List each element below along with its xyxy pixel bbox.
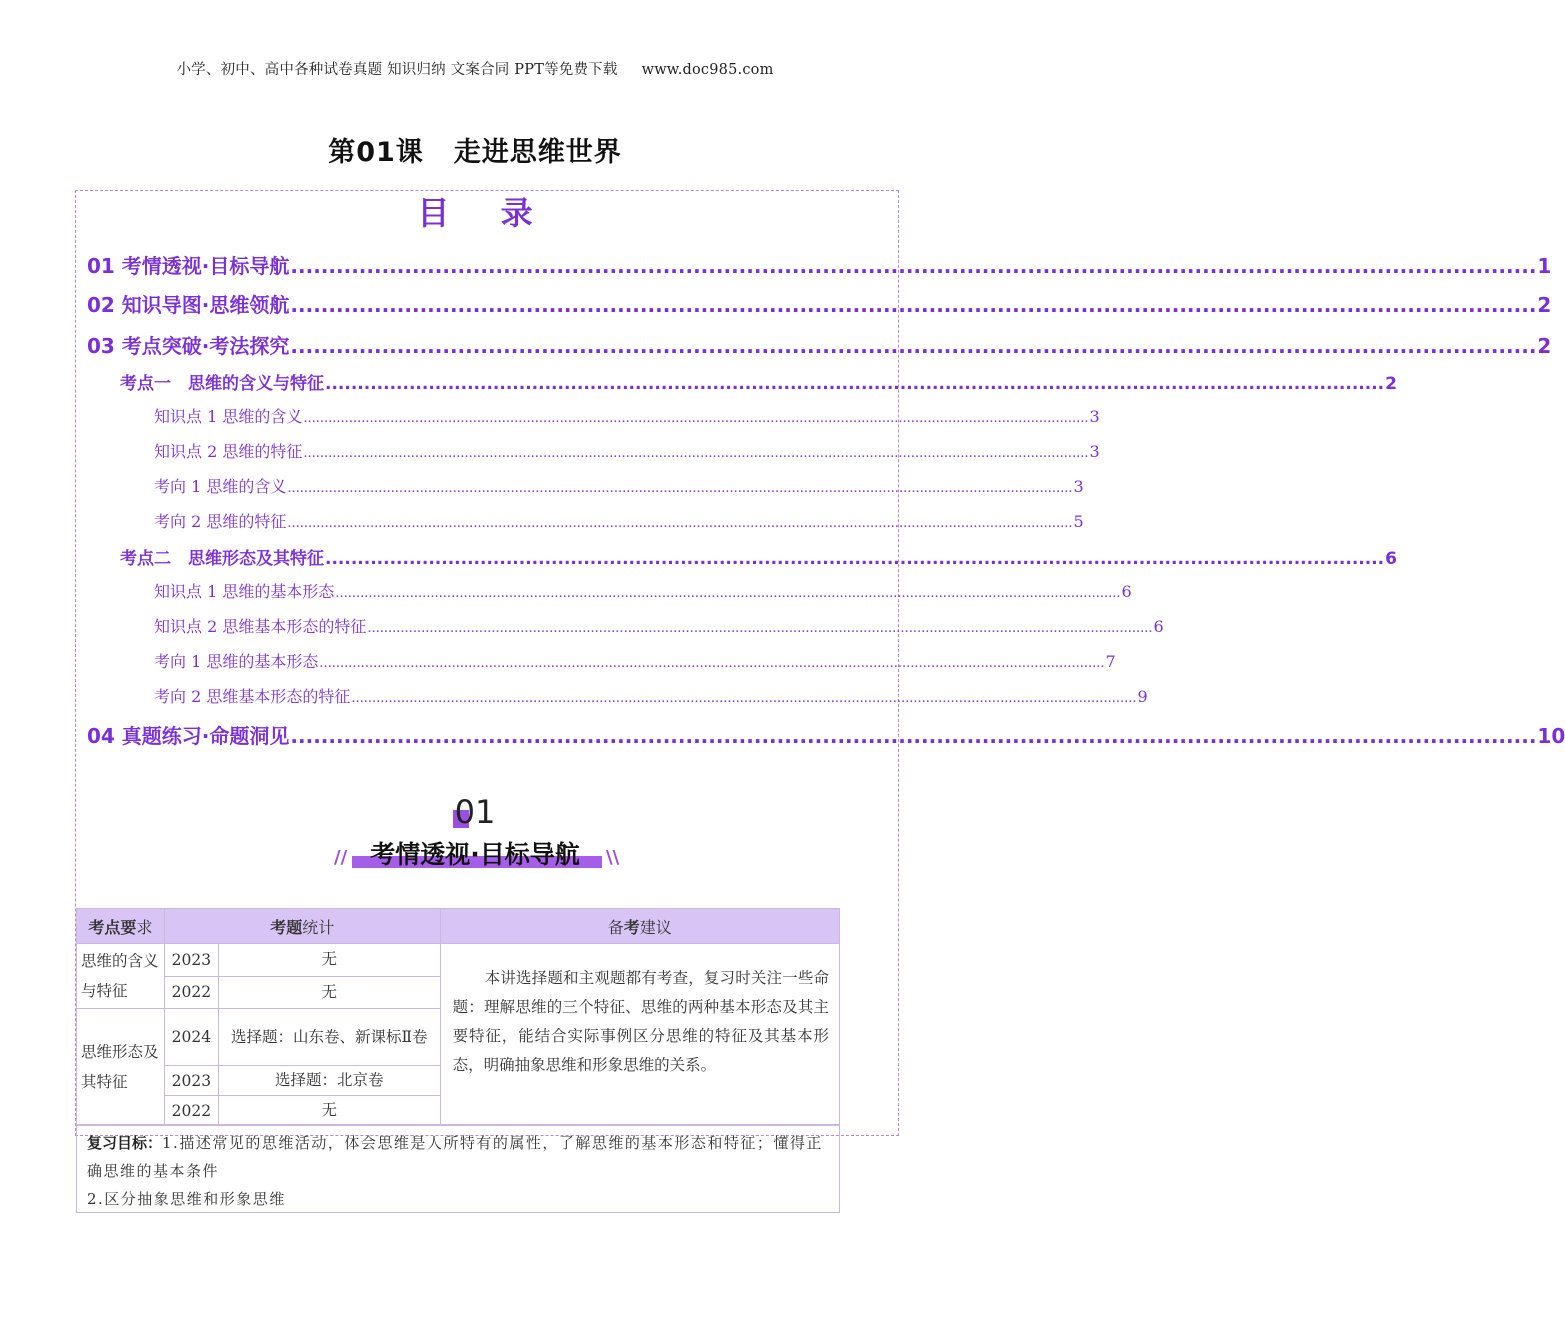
document-title xyxy=(0,130,950,169)
toc-entry-label: 知识点 2 思维基本形态的特征 xyxy=(154,617,367,636)
toc-entry[interactable]: 考向 1 思维的基本形态 .............................................................................................................................................................................................. 7 xyxy=(154,649,862,672)
toc-entry[interactable]: 01 考情透视·目标导航 .................................................................................................................................................................... 1 xyxy=(87,250,862,279)
year-cell: 2022 xyxy=(164,1096,218,1126)
toc-entry-label: 知识点 2 思维的特征 xyxy=(154,442,303,461)
toc-entry[interactable]: 考点一 思维的含义与特征 .................................................................................................................................................................... 2 xyxy=(120,369,862,394)
toc-entry-label: 01 考情透视·目标导航 xyxy=(87,254,290,278)
review-goals-label: 复习目标： xyxy=(87,1134,163,1152)
toc-entry[interactable]: 知识点 1 思维的基本形态 .............................................................................................................................................................................................. 6 xyxy=(154,579,862,602)
toc-entry[interactable]: 知识点 2 思维的特征 .............................................................................................................................................................................................. 3 xyxy=(154,439,862,462)
year-cell: 2023 xyxy=(164,944,218,977)
stat-cell: 无 xyxy=(218,944,440,977)
right-slash-decoration: \\ xyxy=(606,847,620,868)
toc-page-number: 9 xyxy=(1137,687,1148,706)
toc-page-number: 1 xyxy=(1537,254,1552,278)
lesson-title: 走进思维世界 xyxy=(453,137,622,168)
toc-entry[interactable]: 03 考点突破·考法探究 .................................................................................................................................................................... 2 xyxy=(87,330,862,359)
table-header-row xyxy=(77,909,840,944)
toc-entry-label: 考点二 思维形态及其特征 xyxy=(120,549,324,569)
review-goal-2: 2.区分抽象思维和形象思维 xyxy=(87,1190,286,1208)
site-header xyxy=(0,58,950,79)
header-statistics: 考题统计 xyxy=(164,909,440,944)
toc-page-number: 2 xyxy=(1537,334,1552,358)
left-slash-decoration: // xyxy=(334,847,348,868)
year-cell: 2023 xyxy=(164,1066,218,1096)
advice-cell xyxy=(440,944,839,1126)
year-cell: 2022 xyxy=(164,976,218,1009)
toc-page-number: 3 xyxy=(1089,442,1100,461)
toc-page-number: 6 xyxy=(1385,549,1397,569)
table-row xyxy=(77,944,840,977)
toc-entry-label: 02 知识导图·思维领航 xyxy=(87,293,290,317)
toc-entry[interactable]: 考向 2 思维基本形态的特征 .............................................................................................................................................................................................. 9 xyxy=(154,684,862,707)
header-requirement: 考点要求 xyxy=(77,909,165,944)
toc-page-number: 6 xyxy=(1153,617,1164,636)
toc-heading: 目 录 xyxy=(417,194,553,232)
header-advice: 备考建议 xyxy=(440,909,839,944)
toc-entry[interactable]: 知识点 1 思维的含义 .............................................................................................................................................................................................. 3 xyxy=(154,404,862,427)
review-goal-1: 1.描述常见的思维活动，体会思维是人所特有的属性，了解思维的基本形态和特征；懂得正确思维的基本条件 xyxy=(87,1134,823,1180)
toc-page-number: 3 xyxy=(1073,477,1084,496)
toc-entry-label: 知识点 1 思维的基本形态 xyxy=(154,582,335,601)
toc-entry-label: 知识点 1 思维的含义 xyxy=(154,407,303,426)
toc-entry[interactable]: 知识点 2 思维基本形态的特征 .............................................................................................................................................................................................. 6 xyxy=(154,614,862,637)
toc-entry-label: 考向 2 思维的特征 xyxy=(154,512,287,531)
toc-entry-label: 考点一 思维的含义与特征 xyxy=(120,374,324,394)
toc-entry[interactable]: 考向 1 思维的含义 .............................................................................................................................................................................................. 3 xyxy=(154,474,862,497)
topic-cell: 思维的含义与特征 xyxy=(77,944,165,1009)
toc-entry-label: 考向 1 思维的含义 xyxy=(154,477,287,496)
toc-page-number: 2 xyxy=(1385,374,1397,394)
toc-entry-label: 考向 2 思维基本形态的特征 xyxy=(154,687,351,706)
toc-entry-label: 考向 1 思维的基本形态 xyxy=(154,652,319,671)
stat-cell: 选择题：北京卷 xyxy=(218,1066,440,1096)
toc-entry[interactable]: 02 知识导图·思维领航 .................................................................................................................................................................... 2 xyxy=(87,289,862,318)
section-number: 01 xyxy=(454,793,496,831)
toc-entry-label: 03 考点突破·考法探究 xyxy=(87,334,290,358)
toc-entry[interactable]: 考向 2 思维的特征 .............................................................................................................................................................................................. 5 xyxy=(154,509,862,532)
lesson-number: 第01课 xyxy=(328,137,424,168)
topic-cell: 思维形态及其特征 xyxy=(77,1009,165,1126)
section-title: 考情透视·目标导航 xyxy=(370,840,580,869)
toc-page-number: 7 xyxy=(1105,652,1116,671)
exam-stats-table xyxy=(76,908,840,1126)
toc-entry[interactable]: 04 真题练习·命题洞见 .................................................................................................................................................................... 10 xyxy=(87,720,862,749)
advice-text: 本讲选择题和主观题都有考查，复习时关注一些命题：理解思维的三个特征、思维的两种基本形态及其主要特征，能结合实际事例区分思维的特征及其基本形态，明确抽象思维和形象思维的关系。 xyxy=(452,969,829,1074)
toc-page-number: 10 xyxy=(1537,724,1565,748)
review-goals xyxy=(76,1124,840,1213)
stat-cell: 无 xyxy=(218,1096,440,1126)
year-cell: 2024 xyxy=(164,1009,218,1066)
header-url[interactable]: www.doc985.com xyxy=(641,62,774,78)
toc-page-number: 5 xyxy=(1073,512,1084,531)
stat-cell: 选择题：山东卷、新课标Ⅱ卷 xyxy=(218,1009,440,1066)
toc-page-number: 2 xyxy=(1537,293,1552,317)
header-text: 小学、初中、高中各种试卷真题 知识归纳 文案合同 PPT等免费下载 xyxy=(176,62,618,78)
toc-page-number: 3 xyxy=(1089,407,1100,426)
toc-entry-label: 04 真题练习·命题洞见 xyxy=(87,724,290,748)
toc-entry[interactable]: 考点二 思维形态及其特征 .................................................................................................................................................................... 6 xyxy=(120,544,862,569)
stat-cell: 无 xyxy=(218,976,440,1009)
toc-page-number: 6 xyxy=(1121,582,1132,601)
